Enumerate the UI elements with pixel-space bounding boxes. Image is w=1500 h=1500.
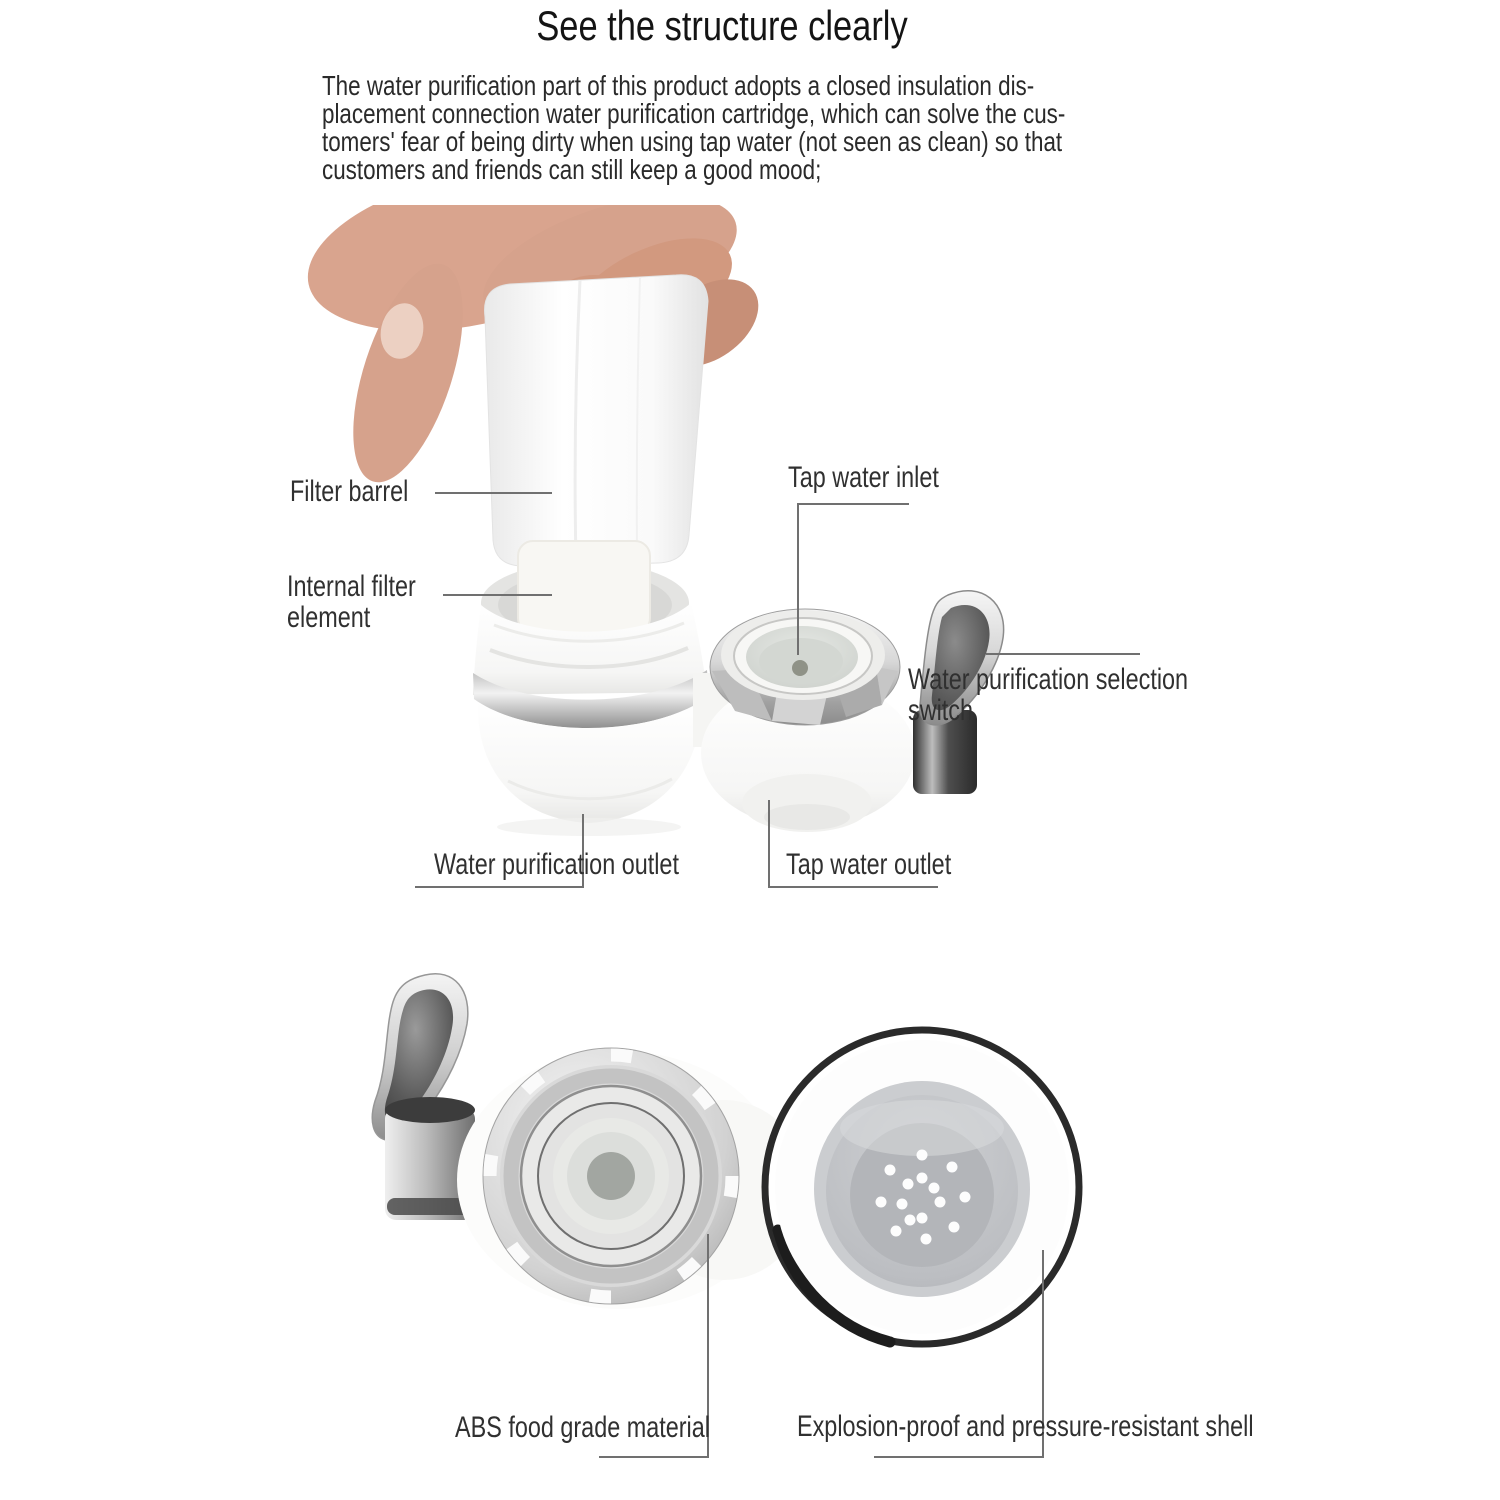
leader-tap-inlet-v [797, 503, 799, 655]
leader-abs-h [599, 1456, 709, 1458]
leader-filter-barrel [435, 492, 552, 494]
product-photo-bottom [330, 950, 1120, 1380]
description-line: The water purification part of this product adopts a closed insulation dis- [322, 70, 1035, 101]
label-explosion-shell: Explosion-proof and pressure-resistant shell [797, 1410, 1254, 1443]
filter-barrel-shape [485, 275, 708, 566]
description-line: tomers' fear of being dirty when using tap water (not seen as clean) so that [322, 126, 1063, 157]
label-selection-switch: Water purification selection switch [908, 663, 1189, 727]
valve-face [483, 1048, 739, 1304]
label-tap-water-outlet: Tap water outlet [786, 848, 952, 881]
page-title: See the structure clearly [536, 2, 908, 49]
leader-internal-filter [443, 594, 552, 596]
shell-cup [765, 1030, 1079, 1344]
leader-switch [986, 653, 1140, 655]
description-line: customers and friends can still keep a good mood; [322, 154, 822, 185]
product-photo-top [280, 205, 1060, 885]
filter-housing [473, 603, 709, 836]
inlet-mesh-dot [792, 660, 808, 676]
label-tap-water-inlet: Tap water inlet [788, 461, 939, 494]
leader-tap-outlet-h [768, 886, 938, 888]
tap-water-inlet-nut [710, 609, 900, 725]
label-abs-material: ABS food grade material [455, 1411, 710, 1444]
label-internal-filter: Internal filter element [287, 570, 416, 634]
label-purification-outlet: Water purification outlet [434, 848, 679, 881]
description-line: placement connection water purification cartridge, which can solve the cus- [322, 98, 1066, 129]
description-paragraph [322, 72, 1065, 184]
leader-tap-inlet-h [797, 503, 909, 505]
leader-explosion-h [874, 1456, 1044, 1458]
leader-tap-outlet-v [768, 800, 770, 888]
label-filter-barrel: Filter barrel [290, 475, 409, 508]
valve-mesh-dot [587, 1152, 635, 1200]
internal-filter-element-shape [518, 541, 650, 633]
leader-purification-outlet-h [415, 886, 584, 888]
